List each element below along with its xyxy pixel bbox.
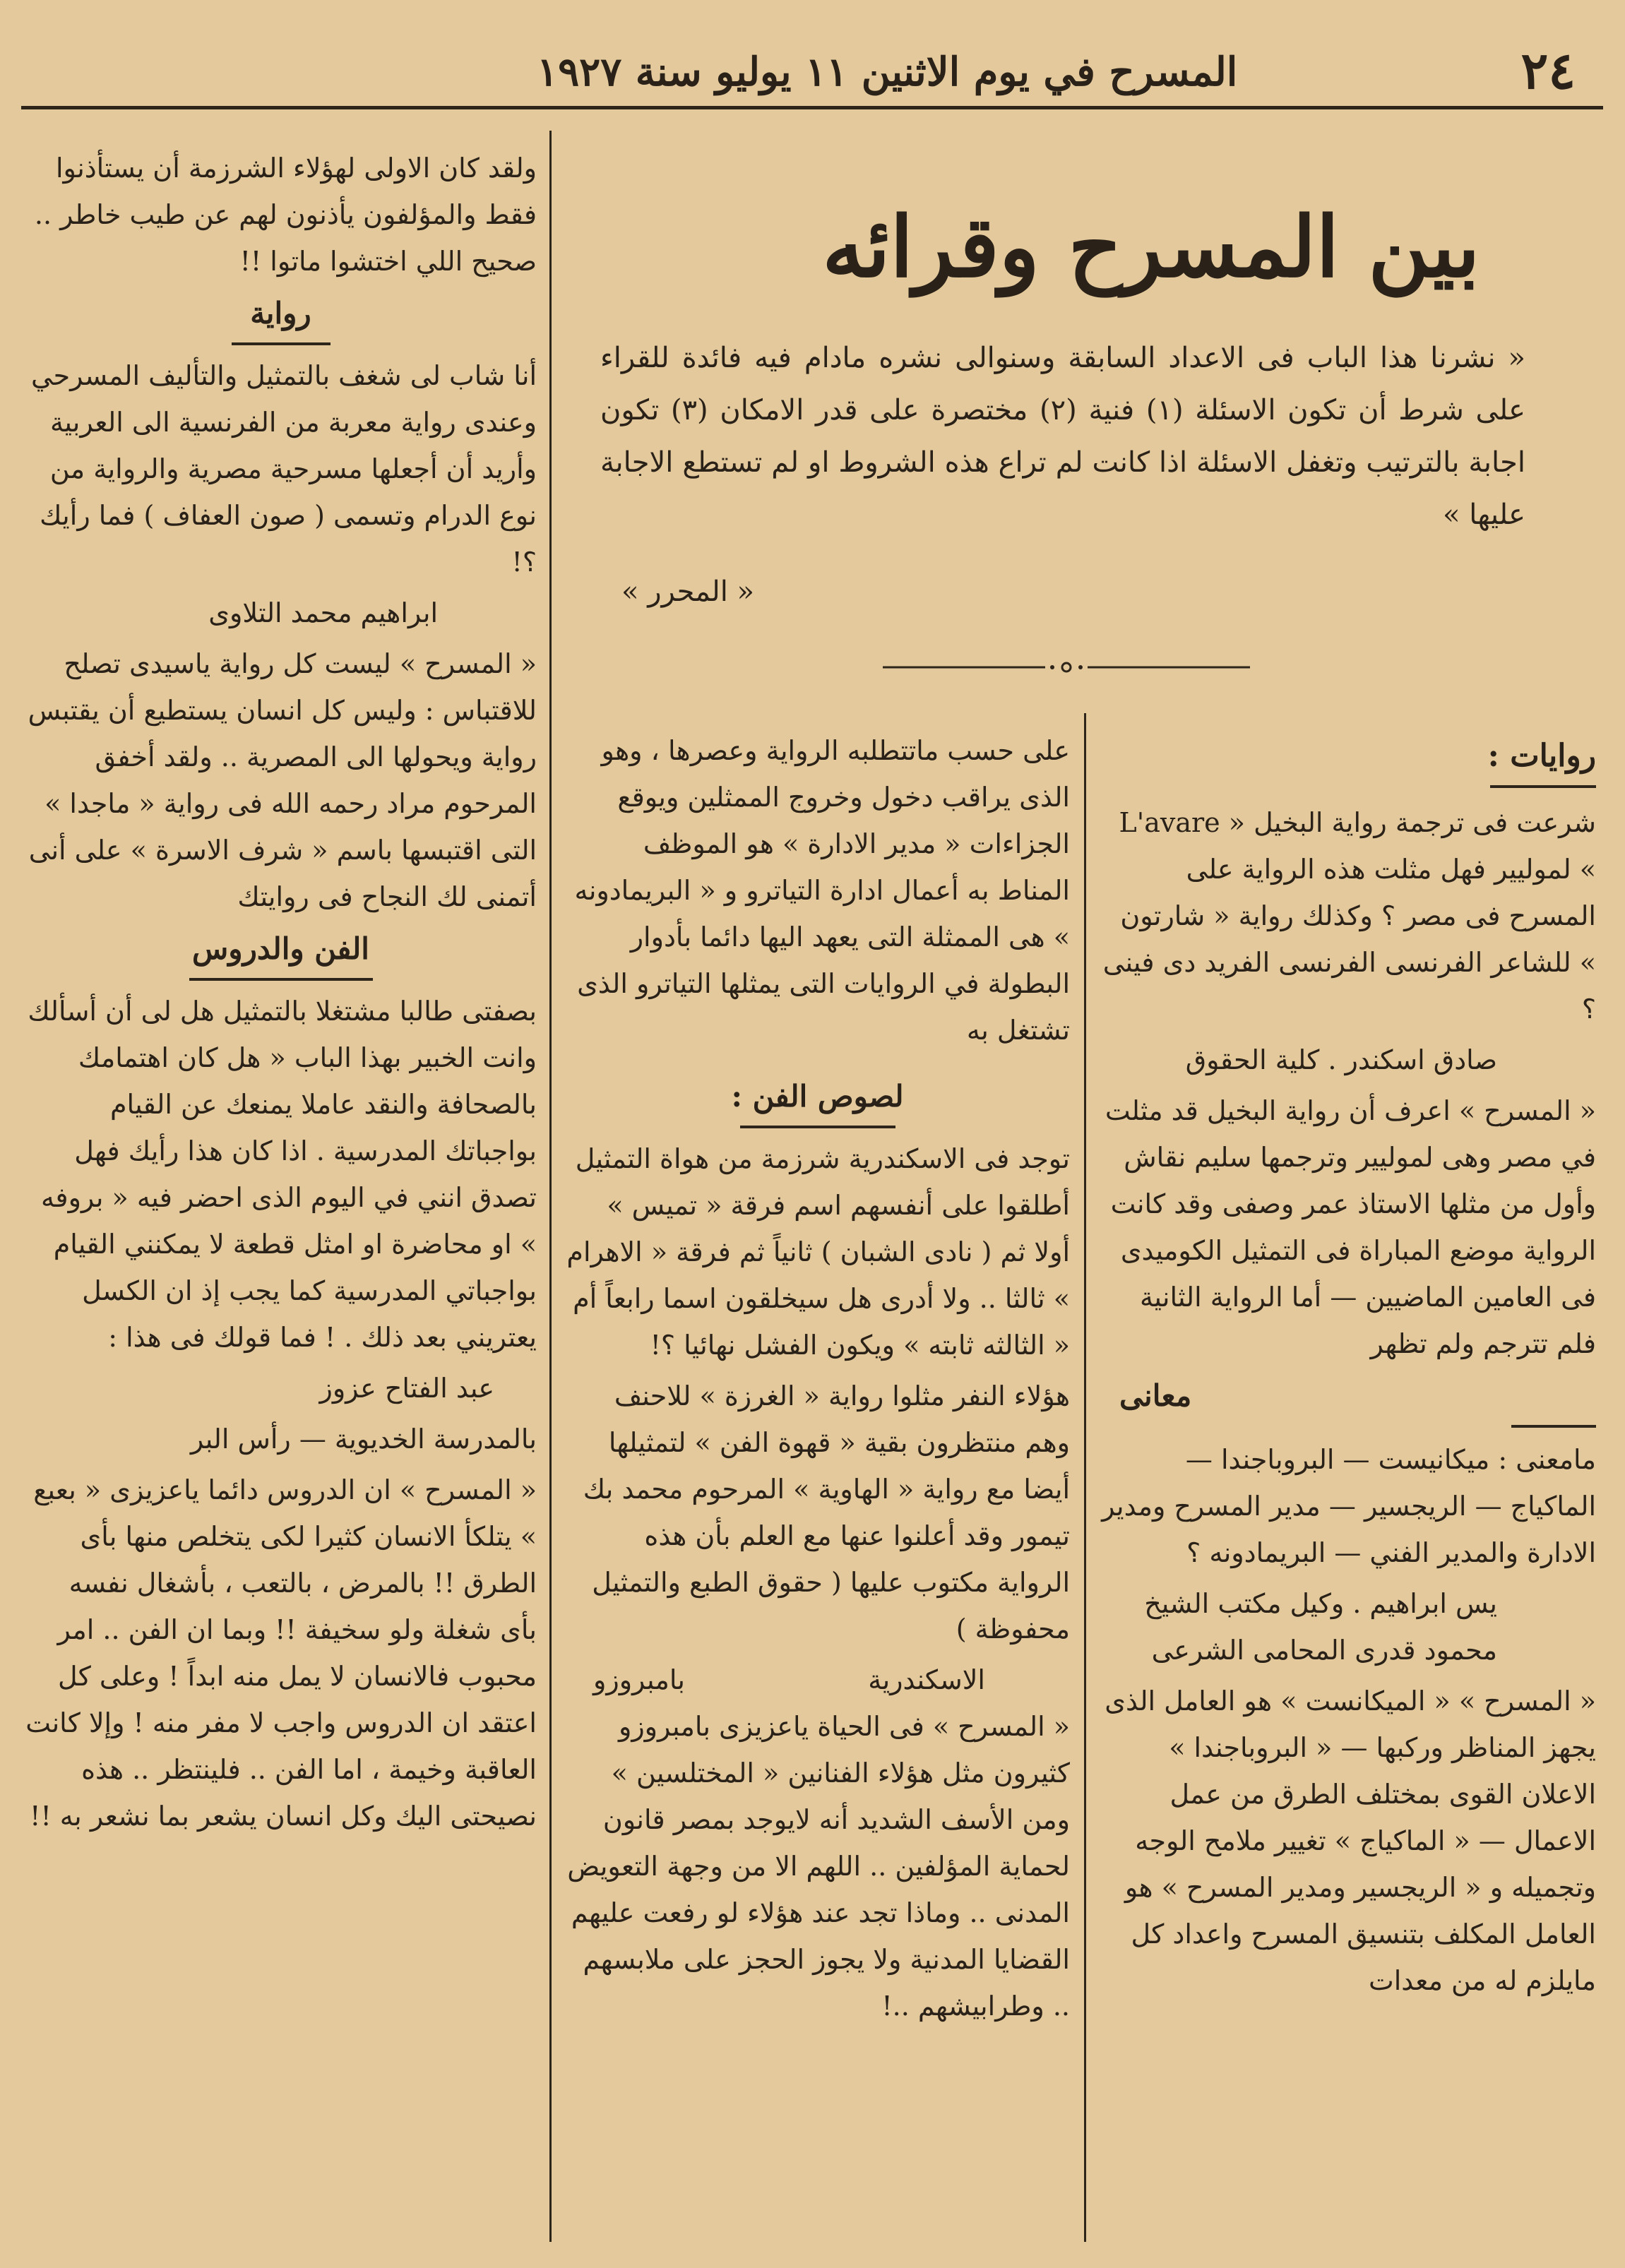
signature-sadiq: صادق اسكندر . كلية الحقوق bbox=[1185, 1044, 1497, 1075]
heading-underline bbox=[189, 978, 373, 981]
column-rule-middle bbox=[1084, 713, 1086, 2242]
question-maani: مامعنى : ميكانيست — البروباجندا — الماكياج — الريجسير — مدير المسرح ومدير الادارة والمدير الفني — البريمادونه ؟ bbox=[1102, 1444, 1596, 1568]
running-head: المسرح في يوم الاثنين ١١ يوليو سنة ١٩٢٧ bbox=[537, 49, 1238, 95]
heading-fann: الفن والدروس bbox=[192, 931, 369, 966]
question-riwayat: شرعت فى ترجمة رواية البخيل « L'avare » لموليير فهل مثلت هذه الرواية على المسرح فى مصر ؟ وكذلك رواية « شارتون » للشاعر الفرنسى الفرنسى الفريد دى فينى ؟ bbox=[1102, 807, 1596, 1025]
question-fann: بصفتى طالبا مشتغلا بالتمثيل هل لى أن أسألك وانت الخبير بهذا الباب « هل كان اهتمامك بالصحافة والنقد عاملا يمنعك عن القيام بواجباتك المدرسية . اذا كان هذا رأيك فهل تصدق انني في اليوم الذى احضر فيه « بروفه » او محاضرة او امثل قطعة لا يمكنني القيام بواجباتي المدرسية كما يجب إذ ان الكسل يعتريني بعد ذلك . ! فما قولك فى هذا : bbox=[28, 996, 537, 1353]
heading-riwayat: روايات : bbox=[1487, 738, 1596, 774]
header-rule bbox=[21, 106, 1603, 109]
page-number: ٢٤ bbox=[1520, 40, 1576, 100]
heading-underline bbox=[1490, 785, 1596, 788]
answer-maani: « المسرح » « الميكانست » هو العامل الذى يجهز المناظر وركبها — « البروباجندا » الاعلان القوى بمختلف الطرق من عمل الاعمال — « الماكياج » تغيير ملامح الوجه وتجميله و « الريجسير ومدير المسرح » هو العامل المكلف بتنسيق المسرح واعداد كل مايلزم له من معدات bbox=[1105, 1685, 1596, 1996]
signature-city: الاسكندرية bbox=[868, 1664, 985, 1695]
ornament-divider bbox=[883, 657, 1250, 678]
question-lusus: توجد فى الاسكندرية شرزمة من هواة التمثيل أطلقوا على أنفسهم اسم فرقة « تميس » أولا ثم ( نادى الشبان ) ثانياً ثم فرقة « الاهرام » ثالثا .. ولا أدرى هل سيخلقون اسما رابعاً أم « الثالثه ثابته » ويكون الفشل نهائيا ؟! bbox=[566, 1143, 1070, 1361]
heading-riwaya: رواية bbox=[250, 296, 311, 330]
answer-riwayat: « المسرح » اعرف أن رواية البخيل قد مثلت في مصر وهى لموليير وترجمها سليم نقاش وأول من مثلها الاستاذ عمر وصفى وقد كانت الرواية موضع المباراة فى التمثيل الكوميدى فى العامين الماضيين — أما الرواية الثانية فلم تترجم ولم تظهر bbox=[1105, 1095, 1596, 1359]
section-intro: « نشرنا هذا الباب فى الاعداد السابقة وسنوالى نشره مادام فيه فائدة للقراء على شرط أن تكون الاسئلة (١) فنية (٢) مختصرة على قدر الامكان (٣) تكون اجابة بالترتيب وتغفل الاسئلة اذا كانت لم تراع هذه الشروط او لم تستطع الاجابة عليها » bbox=[600, 342, 1525, 531]
answer-riwaya: « المسرح » ليست كل رواية ياسيدى تصلح للاقتباس : وليس كل انسان يستطيع أن يقتبس رواية ويحولها الى المصرية .. ولقد أخفق المرحوم مراد رحمه الله فى رواية « ماجدا » التى اقتبسها باسم « شرف الاسرة » على أنى أتمنى لك النجاح فى روايتك bbox=[28, 648, 537, 912]
answer-fann: « المسرح » ان الدروس دائما ياعزيزى « بعبع » يتلكأ الانسان كثيرا لكى يتخلص منها بأى الطرق !! بالمرض ، بالتعب ، بأشغال نفسه بأى شغلة ولو سخيفة !! وبما ان الفن .. امر محبوب فالانسان لا يمل منه ابداً ! وعلى كل اعتقد ان الدروس واجب لا مفر منه ! وإلا كانت العاقبة وخيمة ، اما الفن .. فلينتظر .. هذه نصيحتى اليك وكل انسان يشعر بما نشعر به !! bbox=[25, 1474, 537, 1832]
heading-maani: معانى bbox=[1119, 1378, 1192, 1413]
signature-yassin: يس ابراهيم . وكيل مكتب الشيخ محمود قدرى المحامى الشرعى bbox=[1144, 1588, 1497, 1666]
heading-underline bbox=[740, 1126, 895, 1128]
signature-school: بالمدرسة الخديوية — رأس البر bbox=[190, 1424, 537, 1455]
answer-lusus: « المسرح » فى الحياة ياعزيزى بامبروزو كثيرون مثل هؤلاء الفنانين « المختلسين » ومن الأسف الشديد أنه لايوجد بمصر قانون لحماية المؤلفين .. اللهم الا من وجهة التعويض المدنى .. وماذا تجد عند هؤلاء لو رفعت عليهم القضايا المدنية ولا يجوز الحجز على ملابسهم .. وطرابيشهم ..! bbox=[567, 1711, 1070, 2022]
column-middle bbox=[565, 727, 1070, 2034]
page-header bbox=[21, 32, 1604, 109]
question-riwaya: أنا شاب لى شغف بالتمثيل والتأليف المسرحي وعندى رواية معربة من الفرنسية الى العربية وأريد أن أجعلها مسرحية مصرية والرواية من نوع الدرام وتسمى ( صون العفاف ) فما رأيك ؟! bbox=[30, 360, 537, 578]
signature-abdelfattah: عبد الفتاح عزوز bbox=[319, 1373, 494, 1404]
signature-ibrahim: ابراهيم محمد التلاوى bbox=[208, 597, 438, 628]
heading-underline bbox=[1511, 1425, 1596, 1428]
heading-lusus: لصوص الفن : bbox=[731, 1079, 904, 1114]
continued-text: ولقد كان الاولى لهؤلاء الشرزمة أن يستأذنوا فقط والمؤلفون يأذنون لهم عن طيب خاطر .. صحيح اللي اختشوا ماتوا !! bbox=[34, 153, 537, 277]
signature-name: بامبروزو bbox=[593, 1664, 685, 1695]
editor-signature: « المحرر » bbox=[621, 575, 755, 608]
section-title: بين المسرح وقرائه bbox=[822, 198, 1480, 296]
question-lusus-2: هؤلاء النفر مثلوا رواية « الغرزة » للاحنف وهم منتظرون بقية « قهوة الفن » لتمثيلها أيضا مع رواية « الهاوية » المرحوم محمد بك تيمور وقد أعلنوا عنها مع العلم بأن هذه الرواية مكتوب عليها ( حقوق الطبع والتمثيل محفوظة ) bbox=[583, 1380, 1070, 1645]
column-rule-left bbox=[549, 131, 552, 2242]
continued-answer: على حسب ماتتطلبه الرواية وعصرها ، وهو الذى يراقب دخول وخروج الممثلين ويوقع الجزاءات « مدير الادارة » هو الموظف المناط به أعمال ادارة التياترو و « البريمادونه » هى الممثلة التى يعهد اليها دائما بأدوار البطولة في الروايات التى يمثلها التياترو الذى تشتغل به bbox=[574, 735, 1070, 1046]
signature-row bbox=[565, 1657, 1070, 1703]
column-left bbox=[25, 145, 537, 1844]
heading-underline bbox=[232, 342, 331, 345]
column-right bbox=[1098, 727, 1596, 2008]
